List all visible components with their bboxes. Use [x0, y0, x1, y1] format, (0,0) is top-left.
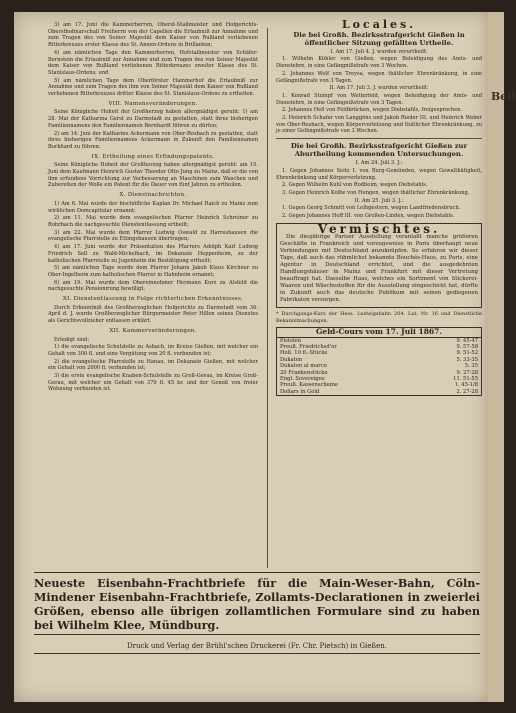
coin-name: Holl. 10 fl.-Stücke — [280, 350, 328, 357]
paragraph: 6) am 19. Mai wurde dem Obereinnehmer Hermann Kurz zu Alsfeld die nachgesuchte Pensionirung bewilligt. — [48, 279, 258, 293]
coin-rate: 9. 57-58 — [456, 343, 478, 350]
coin-rate: 11. 51-55 — [453, 376, 478, 383]
coin-rate: 9. 27-28 — [456, 369, 478, 376]
paragraph: 1. Konrad Stumpf von Wetterfeld, wegen Beleidigung der Amts- und Dienstehre, in eine Gefängnißstrafe von 3 Tagen. — [276, 92, 482, 106]
paragraph: 3) am 22. Mai wurde dem Pfarrer Ludwig Oswald zu Harreshausen die evangelische Pfarrstelle zu Ettingshausen übertragen; — [48, 229, 258, 243]
section-heading: XII. Kammerveränderungen. — [109, 327, 197, 334]
coin-rate: 5. 35 — [464, 363, 478, 370]
date-line: II. Am 17. Juli 3. J. wurden verurtheilt: — [329, 85, 429, 92]
paragraph: 5) am nämlichen Tage dem Oberförster Hammerhof die Erlaubniß zur Annahme und zum Tragen des ihm von Seiner Majestät dem Kaiser von Rußland verliehenen Ritterkreuzes dritter Klasse des St. Stanislaus-Ordens zu ertheilen. — [48, 77, 258, 98]
column-divider — [267, 28, 268, 568]
miscellaneous-text: Die diesjährige Pariser Ausstellung veranlaßt manche größeren Geschäfte in Frankreich und vorzugsweise in Paris überhaupt neue Verbindungen mit Deutschland anzuknüpfen. So erfahren wir dieser Tage, daß auch das rühmlichst bekannte Bouchés-Haus, zu Paris, eine Agentur in Deutschland errichtet, und die ausgedehnten Handlungshäuser in Mainz und Frankfurt mit dieser Vertretung beauftragt hat. Dasselbe Haus, welches ein Sortiment von Stickerei-Waaren und Wäschestoffen für die Ausstellung eingeschickt hat, dürfte in Zukunft auch das deutsche Publikum mit seinen gediegenen Fabrikaten versorgen. — [280, 234, 478, 304]
coin-rate: 1. 45-1/8 — [454, 382, 478, 389]
section-heading: XI. Dienstentlassung in Folge richterlichen Erkenntnisses. — [62, 296, 244, 303]
paragraph: 2. Gegen Johannes Hoff III. von Großen-Linden, wegen Diebstahls. — [282, 213, 455, 220]
paragraph: 3. Gegen Heinrich Kolbe von Hungen, wegen thätlicher Ehrenkränkung. — [282, 189, 470, 196]
advertisement: Neueste Eisenbahn-Frachtbriefe für die Main-Weser-Bahn, Cöln-Mindener Eisenbahn-Frachtbriefe, Zollamts-Declarationen in zweierlei Größen, ebenso alle übrigen zollamtlichen Formulare sind zu haben bei Wilhelm Klee, Mündburg. — [34, 572, 480, 635]
rate-row — [277, 389, 481, 395]
coin-name: Preuß. Kassenscheine — [280, 382, 338, 389]
section-heading: VIII. Namensveränderungen. — [108, 100, 198, 107]
paragraph: 3. Heinrich Schafer von Langgöns und Jakob Rieder III. und Heinrich Weber von Ober-Rosbach, wegen Körperverletzung und thätlicher Ehrenkränkung, zu je einer Gefängnißstrafe von 3 Wochen. — [276, 115, 482, 135]
paragraph: 3) die erste evangelische Knaben-Schulstelle zu Groß-Gerau, im Kreise Groß-Gerau, mit welcher ein Gehalt von 379 fl. 45 kr. und der Genuß von freier Wohnung verbunden ist. — [48, 373, 258, 393]
imprint: Druck und Verlag der Brühl'schen Druckerei (Fr. Chr. Pietsch) in Gießen. — [34, 642, 480, 654]
paragraph: Erledigt sind: — [54, 336, 90, 343]
coin-name: Engl. Sovereigns — [280, 376, 325, 383]
coin-name: Dukaten — [280, 356, 303, 363]
cases-heading: Die bei Großh. Bezirksstrafgericht Gießen zur Aburtheilung kommenden Untersuchungen. — [290, 142, 468, 159]
section-heading: X. Dienstnachrichten. — [119, 192, 187, 199]
adjacent-page-edge — [488, 12, 516, 702]
paragraph: 1. Gegen Georg Schmitt von Leihgestern, wegen Landfriedensbruch. — [282, 205, 461, 212]
coin-name: Dukaten al marco — [280, 363, 327, 370]
coin-rate: 9. 51-52 — [456, 350, 478, 357]
paragraph: 1) Am 6. Mai wurde der bischöfliche Kaplan Dr. Michael Raich zu Mainz zum wirklichen Domcapitular ernannt; — [48, 200, 258, 214]
date-line: II. Am 25. Juli 3. J.: — [354, 197, 404, 204]
paragraph: 3) am 17. Juni die Kammerherren, Oberst-Stallmeister und Hofgerichts-Obersthofmarschall Freiherrn von der Capellen die Erlaubniß zur Annahme und zum Tragen des von Seiner Majestät dem Kaiser von Rußland verliehenen Ritterkreuzes erster Klasse des St. Annen-Ordens in Brillanten; — [48, 22, 258, 49]
edge-letters: Beil — [491, 90, 516, 103]
date-line: I. Am 24. Juli 3. J.: — [355, 160, 403, 167]
coin-rate: 5. 33-35 — [456, 356, 478, 363]
section-heading: IX. Ertheilung eines Erfindungspatents. — [91, 153, 215, 160]
paragraph: Seine Königliche Hoheit der Großherzog haben allergnädigst geruht: 1) am 28. Mai der Katharina Gerst zu Darmstadt zu gestatten, statt ihres bisherigen Familiennamens den Familiennamen Bernhardt führen zu dürfen; — [48, 109, 258, 129]
coin-name: Dollars in Gold — [280, 388, 320, 395]
paragraph: 2. Johannes Wolf von Treysa, wegen thätlicher Ehrenkränkung, in eine Gefängnißstrafe von 3 Tagen. — [276, 70, 482, 84]
locales-heading: Locales. — [341, 18, 417, 31]
paragraph: 5) am nämlichen Tage wurde dem Pfarrer Johann Jakob Klaus Kirchner zu Ober-Ingelheim zum katholischen Pfarrer in Hahnheim ernannt; — [48, 265, 258, 278]
paragraph: 1. Gegen Johannes Seitz I. von Burg-Gemünden, wegen Gewalthätigkeit, Ehrenkränkung und Körperverletzung. — [276, 167, 482, 181]
exchange-rate-title: Geld-Cours vom 17. Juli 1867. — [277, 328, 481, 338]
right-column — [276, 18, 482, 549]
footnote: * Durchgangs-Kurs der Hess. Ludwigsbahn 204. Lat. Nr. 16 und Dienstliche Bekanntmachungen. — [276, 311, 482, 325]
paragraph: 1) die evangelische Schulstelle zu Asbach, im Kreise Gießen, mit welcher ein Gehalt von 300 fl. und eine Vergütung von 20 fl. verbunden ist; — [48, 344, 258, 357]
divider — [276, 138, 482, 139]
coin-rate: 2. 27-28 — [456, 388, 478, 395]
miscellaneous-box — [276, 223, 482, 309]
paragraph: 4) am nämlichen Tage den Kammerherren, Hofstallmeister von Schäfer-Bernstein die Erlaubniß zur Annahme und zum Tragen des von Seiner Majestät dem Kaiser von Rußland verliehenen Ritterkreuzes zweiter Klasse des St. Stanislaus-Ordens; und — [48, 49, 258, 76]
date-line: I. Am 17. Juli 4. J. wurden verurtheilt: — [330, 48, 428, 55]
paragraph: 2. Johannes Hefl von Feldkrücken, wegen Diebstahls, freigesprochen. — [282, 107, 463, 114]
left-column — [48, 22, 258, 562]
paragraph: 2) die evangelische Pfarrstelle zu Hanau, im Dekanate Gießen, mit welcher ein Gehalt von 2000 fl. verbunden ist; — [48, 358, 258, 372]
newspaper-page — [14, 12, 488, 702]
rates-table — [277, 338, 481, 396]
paragraph: 2) am 11. Mai wurde dem evangelischen Pfarrer Heinrich Schreiner zu Rohrbach die nachgesuchte Dienstentlassung ertheilt; — [48, 215, 258, 228]
verdicts-heading: Die bei Großh. Bezirksstrafgericht Gießen in öffentlicher Sitzung gefällten Urtheile. — [293, 30, 465, 47]
paragraph: 2) am 14. Juni der Katharine Ackermann von Ober-Rosbach zu gestatten, statt ihres bisherigen Familiennamens Ackermann in Zukunft den Familiennamen Burkhard zu führen. — [48, 130, 258, 150]
coin-name: Pistolen — [280, 337, 302, 344]
coin-name: 20 Frankenstücke — [280, 369, 328, 376]
paragraph: 4) am 17. Juni wurde der Präsentation des Pfarrers Adolph Karl Ludwig Friedrich Sell zu Wald-Michelbach, im Dekanate Heppenheim, zu der katholischen Pfarrstelle zu Jugenheim die Bestätigung ertheilt; — [48, 244, 258, 264]
exchange-rate-table — [276, 327, 482, 396]
paragraph: 1. Wilhelm Kühler von Gießen, wegen Beleidigung des Amts- und Dienstehre, in eine Gefängnißstrafe von 3 Wochen. — [276, 56, 482, 70]
coin-rate: 9. 45-47 — [456, 337, 478, 344]
miscellaneous-heading: Vermischtes. — [317, 221, 441, 236]
paragraph: Durch Erkenntniß des Großherzoglichen Hofgerichts zu Darmstadt vom 30. April d. J. wurde Großherzoglicher Bürgermeister Peter Hillen seines Dienstes als Gerichtsvollzieher entlassen erklärt. — [48, 304, 258, 325]
coin-name: Preuß. Friedrichsd'or — [280, 343, 337, 350]
paragraph: Seine Königliche Hoheit der Großherzog haben allergnädigst geruht: am 15. Juni dem Kaufmann Heinrich Gustav Theodor Otto Jung zu Mainz, daß er die von ihm erfundene Vorrichtung zur Verbesserung an Maschinen zum Waschen und Zubereiten der Wolle ein Patent für die Dauer von fünf Jahren zu ertheilen. — [48, 162, 258, 189]
paragraph: 2. Gegen Wilhelm Kuhl von Rodheim, wegen Diebstahls. — [282, 182, 428, 189]
